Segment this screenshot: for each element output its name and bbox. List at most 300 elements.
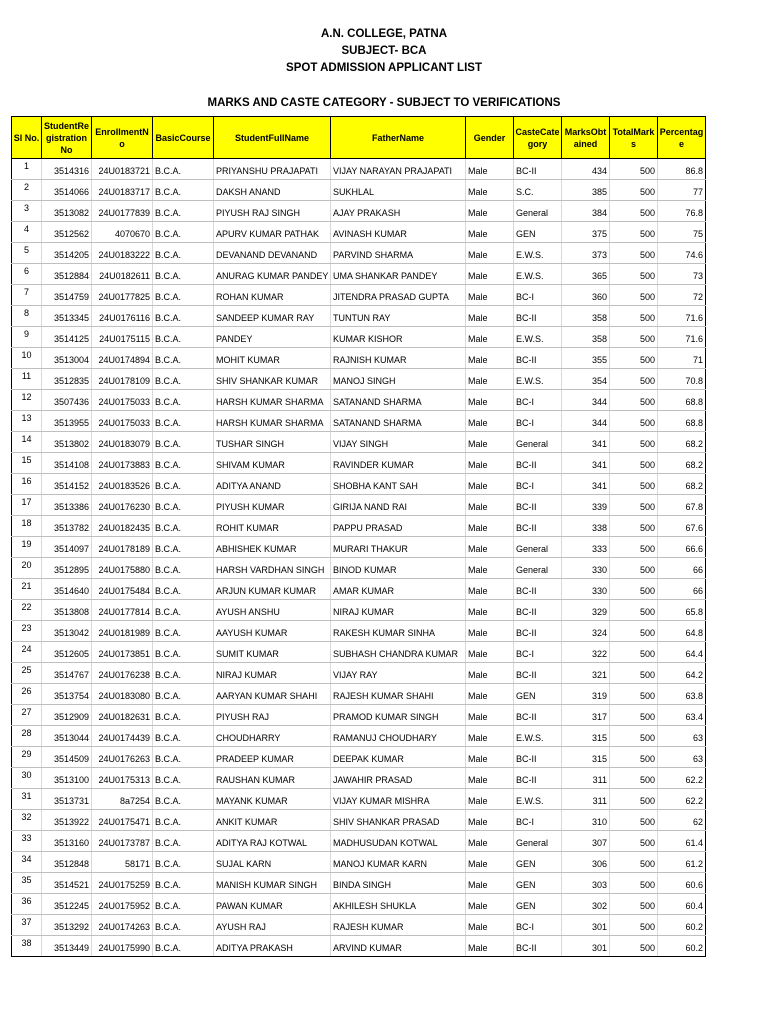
cell-sl-no: 21 (12, 579, 42, 600)
table-row (12, 390, 706, 411)
cell-caste-category: General (514, 831, 562, 852)
cell-father-name: MURARI THAKUR (331, 537, 466, 558)
cell-caste-category: General (514, 537, 562, 558)
cell-father-name: RAJNISH KUMAR (331, 348, 466, 369)
cell-sl-no: 13 (12, 411, 42, 432)
column-header-percentage: Percentage (658, 117, 706, 159)
cell-father-name: BINDA SINGH (331, 873, 466, 894)
cell-sl-no: 3 (12, 201, 42, 222)
cell-percentage: 67.8 (658, 495, 706, 516)
cell-caste-category: BC-II (514, 495, 562, 516)
column-header-student-registration-no: StudentRegistrationNo (42, 117, 92, 159)
cell-caste-category: BC-I (514, 642, 562, 663)
cell-gender: Male (466, 852, 514, 873)
cell-sl-no: 6 (12, 264, 42, 285)
cell-basic-course: B.C.A. (153, 747, 214, 768)
cell-student-full-name: PIYUSH KUMAR (214, 495, 331, 516)
cell-total-marks: 500 (610, 747, 658, 768)
cell-gender: Male (466, 894, 514, 915)
cell-father-name: SHIV SHANKAR PRASAD (331, 810, 466, 831)
cell-marks-obtained: 307 (562, 831, 610, 852)
table-header-row (12, 117, 706, 159)
cell-enrollment-no: 24U0175952 (92, 894, 153, 915)
cell-caste-category: BC-I (514, 915, 562, 936)
cell-marks-obtained: 311 (562, 768, 610, 789)
cell-student-full-name: ADITYA ANAND (214, 474, 331, 495)
cell-percentage: 75 (658, 222, 706, 243)
cell-basic-course: B.C.A. (153, 306, 214, 327)
cell-enrollment-no: 24U0182611 (92, 264, 153, 285)
cell-enrollment-no: 24U0175259 (92, 873, 153, 894)
cell-percentage: 66 (658, 558, 706, 579)
cell-total-marks: 500 (610, 852, 658, 873)
cell-student-registration-no: 3513292 (42, 915, 92, 936)
cell-sl-no: 20 (12, 558, 42, 579)
cell-total-marks: 500 (610, 222, 658, 243)
cell-caste-category: GEN (514, 873, 562, 894)
table-row (12, 327, 706, 348)
cell-enrollment-no: 24U0175471 (92, 810, 153, 831)
cell-percentage: 74.6 (658, 243, 706, 264)
cell-total-marks: 500 (610, 201, 658, 222)
cell-enrollment-no: 24U0178109 (92, 369, 153, 390)
cell-marks-obtained: 344 (562, 390, 610, 411)
cell-caste-category: BC-I (514, 411, 562, 432)
cell-gender: Male (466, 558, 514, 579)
cell-basic-course: B.C.A. (153, 831, 214, 852)
table-row (12, 306, 706, 327)
cell-total-marks: 500 (610, 915, 658, 936)
cell-father-name: VIJAY RAY (331, 663, 466, 684)
cell-student-full-name: APURV KUMAR PATHAK (214, 222, 331, 243)
column-header-basic-course: BasicCourse (153, 117, 214, 159)
cell-sl-no: 16 (12, 474, 42, 495)
cell-father-name: SHOBHA KANT SAH (331, 474, 466, 495)
table-row (12, 852, 706, 873)
cell-student-full-name: RAUSHAN KUMAR (214, 768, 331, 789)
cell-enrollment-no: 24U0177839 (92, 201, 153, 222)
table-row (12, 264, 706, 285)
cell-father-name: JAWAHIR PRASAD (331, 768, 466, 789)
cell-basic-course: B.C.A. (153, 810, 214, 831)
cell-total-marks: 500 (610, 348, 658, 369)
cell-percentage: 62.2 (658, 768, 706, 789)
cell-total-marks: 500 (610, 453, 658, 474)
cell-total-marks: 500 (610, 306, 658, 327)
column-header-caste-category: CasteCategory (514, 117, 562, 159)
table-row (12, 474, 706, 495)
cell-caste-category: BC-II (514, 516, 562, 537)
cell-enrollment-no: 4070670 (92, 222, 153, 243)
cell-percentage: 68.2 (658, 453, 706, 474)
cell-marks-obtained: 365 (562, 264, 610, 285)
cell-father-name: TUNTUN RAY (331, 306, 466, 327)
cell-sl-no: 34 (12, 852, 42, 873)
cell-enrollment-no: 24U0173883 (92, 453, 153, 474)
cell-father-name: RAJESH KUMAR SHAHI (331, 684, 466, 705)
cell-total-marks: 500 (610, 474, 658, 495)
cell-student-full-name: SUMIT KUMAR (214, 642, 331, 663)
cell-percentage: 72 (658, 285, 706, 306)
cell-marks-obtained: 384 (562, 201, 610, 222)
cell-student-full-name: HARSH KUMAR SHARMA (214, 390, 331, 411)
cell-student-registration-no: 3513754 (42, 684, 92, 705)
cell-marks-obtained: 333 (562, 537, 610, 558)
cell-father-name: UMA SHANKAR PANDEY (331, 264, 466, 285)
cell-marks-obtained: 302 (562, 894, 610, 915)
cell-father-name: ARVIND KUMAR (331, 936, 466, 957)
cell-caste-category: BC-II (514, 747, 562, 768)
cell-percentage: 66 (658, 579, 706, 600)
cell-gender: Male (466, 831, 514, 852)
cell-student-registration-no: 3514509 (42, 747, 92, 768)
table-row (12, 159, 706, 180)
cell-marks-obtained: 330 (562, 579, 610, 600)
table-row (12, 558, 706, 579)
cell-percentage: 68.8 (658, 390, 706, 411)
cell-marks-obtained: 324 (562, 621, 610, 642)
table-row (12, 495, 706, 516)
cell-sl-no: 24 (12, 642, 42, 663)
table-row (12, 831, 706, 852)
cell-father-name: JITENDRA PRASAD GUPTA (331, 285, 466, 306)
cell-basic-course: B.C.A. (153, 873, 214, 894)
table-row (12, 684, 706, 705)
cell-father-name: SUKHLAL (331, 180, 466, 201)
cell-father-name: RAVINDER KUMAR (331, 453, 466, 474)
cell-enrollment-no: 24U0176230 (92, 495, 153, 516)
cell-sl-no: 30 (12, 768, 42, 789)
cell-father-name: PARVIND SHARMA (331, 243, 466, 264)
cell-total-marks: 500 (610, 516, 658, 537)
cell-student-registration-no: 3514097 (42, 537, 92, 558)
cell-basic-course: B.C.A. (153, 852, 214, 873)
table-row (12, 201, 706, 222)
cell-sl-no: 11 (12, 369, 42, 390)
cell-percentage: 60.2 (658, 915, 706, 936)
cell-marks-obtained: 310 (562, 810, 610, 831)
cell-total-marks: 500 (610, 264, 658, 285)
cell-caste-category: BC-II (514, 579, 562, 600)
cell-student-registration-no: 3513345 (42, 306, 92, 327)
cell-basic-course: B.C.A. (153, 537, 214, 558)
cell-caste-category: BC-I (514, 390, 562, 411)
table-row (12, 810, 706, 831)
cell-student-registration-no: 3513731 (42, 789, 92, 810)
cell-caste-category: General (514, 558, 562, 579)
cell-sl-no: 26 (12, 684, 42, 705)
table-row (12, 747, 706, 768)
column-header-enrollment-no: EnrollmentNo (92, 117, 153, 159)
cell-caste-category: BC-II (514, 306, 562, 327)
cell-enrollment-no: 24U0175115 (92, 327, 153, 348)
cell-basic-course: B.C.A. (153, 474, 214, 495)
cell-caste-category: E.W.S. (514, 369, 562, 390)
cell-marks-obtained: 358 (562, 306, 610, 327)
cell-student-full-name: TUSHAR SINGH (214, 432, 331, 453)
cell-sl-no: 37 (12, 915, 42, 936)
table-row (12, 936, 706, 957)
list-title: SPOT ADMISSION APPLICANT LIST (286, 62, 482, 74)
cell-basic-course: B.C.A. (153, 285, 214, 306)
cell-enrollment-no: 24U0174894 (92, 348, 153, 369)
cell-sl-no: 5 (12, 243, 42, 264)
cell-sl-no: 14 (12, 432, 42, 453)
cell-basic-course: B.C.A. (153, 684, 214, 705)
cell-father-name: VIJAY SINGH (331, 432, 466, 453)
cell-total-marks: 500 (610, 243, 658, 264)
cell-marks-obtained: 434 (562, 159, 610, 180)
cell-student-full-name: SUJAL KARN (214, 852, 331, 873)
cell-student-full-name: PANDEY (214, 327, 331, 348)
cell-gender: Male (466, 285, 514, 306)
cell-basic-course: B.C.A. (153, 432, 214, 453)
cell-total-marks: 500 (610, 180, 658, 201)
cell-student-registration-no: 3513160 (42, 831, 92, 852)
cell-percentage: 71.6 (658, 327, 706, 348)
cell-student-registration-no: 3514640 (42, 579, 92, 600)
cell-basic-course: B.C.A. (153, 348, 214, 369)
cell-caste-category: BC-II (514, 621, 562, 642)
cell-gender: Male (466, 495, 514, 516)
cell-father-name: SUBHASH CHANDRA KUMAR (331, 642, 466, 663)
cell-student-full-name: PRADEEP KUMAR (214, 747, 331, 768)
cell-student-registration-no: 3512605 (42, 642, 92, 663)
cell-student-full-name: AAYUSH KUMAR (214, 621, 331, 642)
cell-total-marks: 500 (610, 621, 658, 642)
cell-gender: Male (466, 747, 514, 768)
cell-sl-no: 27 (12, 705, 42, 726)
table-row (12, 621, 706, 642)
cell-father-name: AJAY PRAKASH (331, 201, 466, 222)
cell-caste-category: BC-II (514, 453, 562, 474)
cell-student-registration-no: 3512848 (42, 852, 92, 873)
cell-father-name: BINOD KUMAR (331, 558, 466, 579)
cell-student-registration-no: 3513449 (42, 936, 92, 957)
cell-total-marks: 500 (610, 768, 658, 789)
cell-basic-course: B.C.A. (153, 201, 214, 222)
cell-basic-course: B.C.A. (153, 159, 214, 180)
cell-sl-no: 36 (12, 894, 42, 915)
cell-gender: Male (466, 600, 514, 621)
cell-marks-obtained: 338 (562, 516, 610, 537)
cell-caste-category: E.W.S. (514, 726, 562, 747)
cell-basic-course: B.C.A. (153, 180, 214, 201)
cell-gender: Male (466, 810, 514, 831)
cell-student-full-name: SHIV SHANKAR KUMAR (214, 369, 331, 390)
cell-total-marks: 500 (610, 936, 658, 957)
cell-basic-course: B.C.A. (153, 558, 214, 579)
cell-enrollment-no: 24U0183721 (92, 159, 153, 180)
cell-enrollment-no: 24U0177825 (92, 285, 153, 306)
cell-marks-obtained: 358 (562, 327, 610, 348)
cell-marks-obtained: 317 (562, 705, 610, 726)
cell-percentage: 68.2 (658, 474, 706, 495)
cell-marks-obtained: 329 (562, 600, 610, 621)
column-header-student-full-name: StudentFullName (214, 117, 331, 159)
cell-gender: Male (466, 243, 514, 264)
cell-sl-no: 10 (12, 348, 42, 369)
cell-student-full-name: PIYUSH RAJ (214, 705, 331, 726)
cell-basic-course: B.C.A. (153, 516, 214, 537)
cell-enrollment-no: 24U0183079 (92, 432, 153, 453)
cell-gender: Male (466, 705, 514, 726)
applicant-table (11, 116, 706, 957)
cell-sl-no: 1 (12, 159, 42, 180)
cell-marks-obtained: 311 (562, 789, 610, 810)
cell-basic-course: B.C.A. (153, 894, 214, 915)
cell-percentage: 62 (658, 810, 706, 831)
cell-percentage: 60.6 (658, 873, 706, 894)
cell-enrollment-no: 24U0175313 (92, 768, 153, 789)
cell-caste-category: GEN (514, 852, 562, 873)
cell-caste-category: S.C. (514, 180, 562, 201)
table-row (12, 348, 706, 369)
cell-sl-no: 12 (12, 390, 42, 411)
cell-father-name: DEEPAK KUMAR (331, 747, 466, 768)
cell-gender: Male (466, 474, 514, 495)
column-header-total-marks: TotalMarks (610, 117, 658, 159)
cell-sl-no: 22 (12, 600, 42, 621)
cell-basic-course: B.C.A. (153, 495, 214, 516)
cell-gender: Male (466, 642, 514, 663)
cell-caste-category: BC-II (514, 768, 562, 789)
cell-sl-no: 18 (12, 516, 42, 537)
cell-total-marks: 500 (610, 432, 658, 453)
cell-student-registration-no: 3513044 (42, 726, 92, 747)
cell-percentage: 64.8 (658, 621, 706, 642)
cell-sl-no: 23 (12, 621, 42, 642)
cell-sl-no: 19 (12, 537, 42, 558)
cell-student-full-name: MOHIT KUMAR (214, 348, 331, 369)
cell-total-marks: 500 (610, 663, 658, 684)
table-row (12, 726, 706, 747)
cell-total-marks: 500 (610, 390, 658, 411)
cell-marks-obtained: 375 (562, 222, 610, 243)
cell-percentage: 68.2 (658, 432, 706, 453)
table-row (12, 579, 706, 600)
cell-student-registration-no: 3512835 (42, 369, 92, 390)
cell-student-full-name: AYUSH RAJ (214, 915, 331, 936)
table-row (12, 432, 706, 453)
cell-percentage: 86.8 (658, 159, 706, 180)
cell-basic-course: B.C.A. (153, 369, 214, 390)
table-row (12, 789, 706, 810)
table-row (12, 600, 706, 621)
cell-total-marks: 500 (610, 684, 658, 705)
cell-caste-category: GEN (514, 684, 562, 705)
table-row (12, 915, 706, 936)
cell-basic-course: B.C.A. (153, 663, 214, 684)
cell-enrollment-no: 8a7254 (92, 789, 153, 810)
cell-total-marks: 500 (610, 537, 658, 558)
cell-gender: Male (466, 516, 514, 537)
cell-marks-obtained: 341 (562, 453, 610, 474)
cell-father-name: AKHILESH SHUKLA (331, 894, 466, 915)
cell-father-name: MANOJ SINGH (331, 369, 466, 390)
cell-student-registration-no: 3514767 (42, 663, 92, 684)
cell-percentage: 61.4 (658, 831, 706, 852)
cell-percentage: 63.8 (658, 684, 706, 705)
column-header-gender: Gender (466, 117, 514, 159)
cell-student-full-name: SHIVAM KUMAR (214, 453, 331, 474)
cell-enrollment-no: 24U0175484 (92, 579, 153, 600)
cell-student-registration-no: 3513922 (42, 810, 92, 831)
cell-caste-category: BC-II (514, 600, 562, 621)
cell-student-registration-no: 3514316 (42, 159, 92, 180)
cell-student-registration-no: 3513386 (42, 495, 92, 516)
cell-student-full-name: AARYAN KUMAR SHAHI (214, 684, 331, 705)
cell-gender: Male (466, 726, 514, 747)
cell-father-name: VIJAY NARAYAN PRAJAPATI (331, 159, 466, 180)
cell-gender: Male (466, 159, 514, 180)
cell-basic-course: B.C.A. (153, 390, 214, 411)
cell-total-marks: 500 (610, 726, 658, 747)
cell-enrollment-no: 24U0175033 (92, 390, 153, 411)
cell-caste-category: E.W.S. (514, 327, 562, 348)
cell-gender: Male (466, 621, 514, 642)
cell-total-marks: 500 (610, 579, 658, 600)
cell-gender: Male (466, 390, 514, 411)
cell-percentage: 71 (658, 348, 706, 369)
cell-marks-obtained: 315 (562, 747, 610, 768)
cell-gender: Male (466, 432, 514, 453)
cell-student-registration-no: 3512909 (42, 705, 92, 726)
cell-caste-category: GEN (514, 894, 562, 915)
cell-enrollment-no: 24U0176238 (92, 663, 153, 684)
cell-student-full-name: CHOUDHARRY (214, 726, 331, 747)
cell-father-name: RAJESH KUMAR (331, 915, 466, 936)
cell-marks-obtained: 301 (562, 936, 610, 957)
cell-marks-obtained: 330 (562, 558, 610, 579)
cell-enrollment-no: 24U0183222 (92, 243, 153, 264)
column-header-father-name: FatherName (331, 117, 466, 159)
cell-sl-no: 8 (12, 306, 42, 327)
cell-father-name: AVINASH KUMAR (331, 222, 466, 243)
cell-enrollment-no: 24U0173787 (92, 831, 153, 852)
cell-basic-course: B.C.A. (153, 621, 214, 642)
verification-note: MARKS AND CASTE CATEGORY - SUBJECT TO VERIFICATIONS (207, 97, 561, 109)
cell-sl-no: 31 (12, 789, 42, 810)
cell-marks-obtained: 306 (562, 852, 610, 873)
cell-basic-course: B.C.A. (153, 768, 214, 789)
cell-marks-obtained: 360 (562, 285, 610, 306)
cell-caste-category: BC-II (514, 705, 562, 726)
column-header-marks-obtained: MarksObtained (562, 117, 610, 159)
cell-father-name: AMAR KUMAR (331, 579, 466, 600)
cell-student-full-name: PAWAN KUMAR (214, 894, 331, 915)
cell-marks-obtained: 322 (562, 642, 610, 663)
cell-gender: Male (466, 684, 514, 705)
cell-percentage: 77 (658, 180, 706, 201)
cell-gender: Male (466, 537, 514, 558)
table-row (12, 285, 706, 306)
cell-student-registration-no: 3514759 (42, 285, 92, 306)
cell-student-registration-no: 3513100 (42, 768, 92, 789)
cell-percentage: 62.2 (658, 789, 706, 810)
cell-percentage: 63 (658, 726, 706, 747)
cell-marks-obtained: 319 (562, 684, 610, 705)
table-row (12, 768, 706, 789)
cell-sl-no: 32 (12, 810, 42, 831)
cell-gender: Male (466, 453, 514, 474)
cell-caste-category: BC-I (514, 474, 562, 495)
cell-father-name: SATANAND SHARMA (331, 390, 466, 411)
cell-sl-no: 25 (12, 663, 42, 684)
cell-student-registration-no: 3514152 (42, 474, 92, 495)
cell-student-registration-no: 3512895 (42, 558, 92, 579)
cell-father-name: GIRIJA NAND RAI (331, 495, 466, 516)
